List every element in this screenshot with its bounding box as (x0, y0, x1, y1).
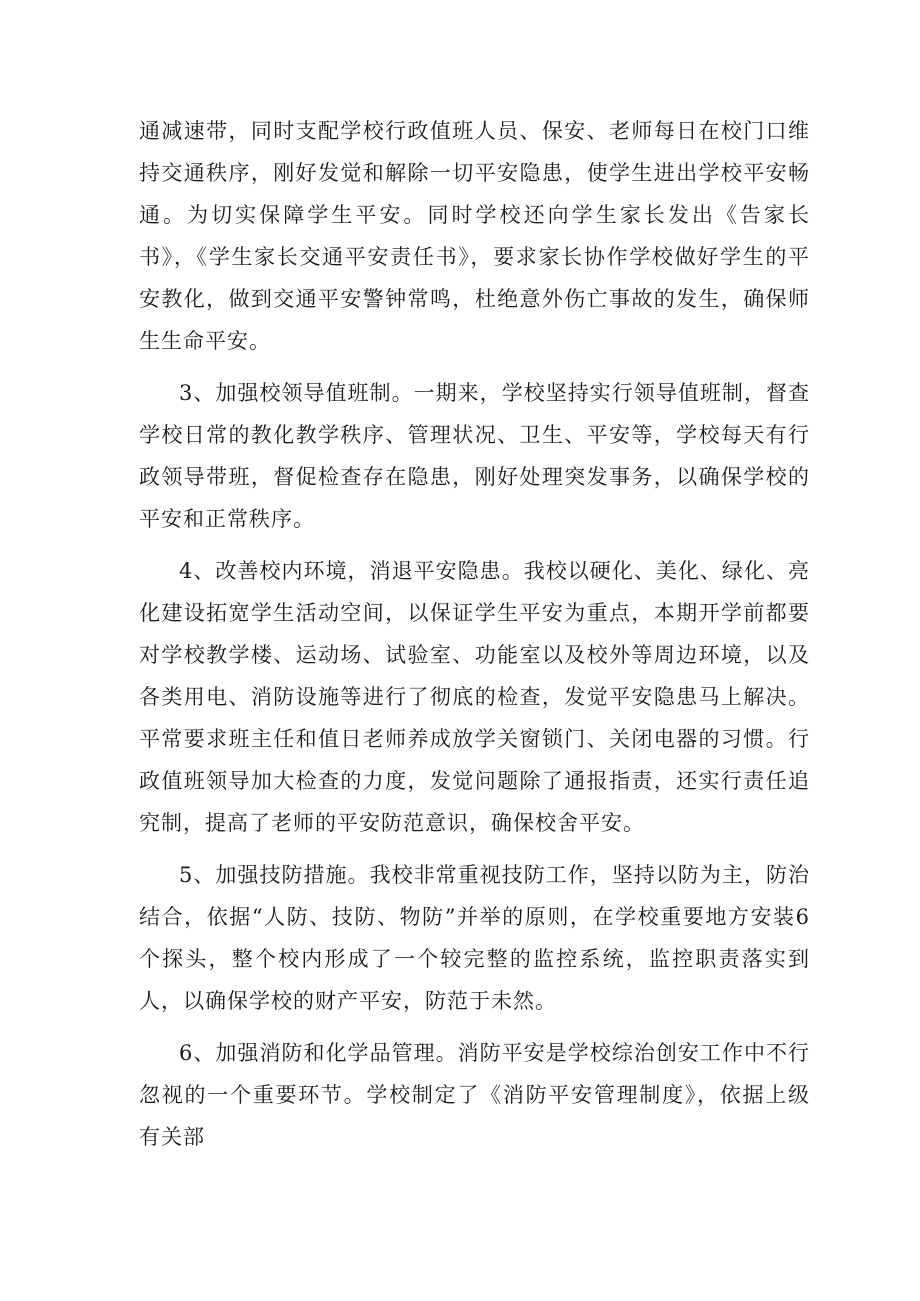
paragraph-campus-environment: 4、改善校内环境，消退平安隐患。我校以硬化、美化、绿化、亮化建设拓宽学生活动空间，以保证学生平安为重点，本期开学前都要对学校教学楼、运动场、试验室、功能室以及校外等周边环境，以及各类用电、消防设施等进行了彻底的检查，发觉平安隐患马上解决。平常要求班主任和值日老师养成放学关窗锁门、关闭电器的习惯。行政值班领导加大检查的力度，发觉问题除了通报指责，还实行责任追究制，提高了老师的平安防范意识，确保校舍平安。 (139, 559, 810, 835)
paragraph-traffic-safety: 通减速带，同时支配学校行政值班人员、保安、老师每日在校门口维持交通秩序，刚好发觉和解除一切平安隐患，使学生进出学校平安畅通。为切实保障学生平安。同时学校还向学生家长发出《告家长书》，《学生家长交通平安责任书》，要求家长协作学校做好学生的平安教化，做到交通平安警钟常鸣，杜绝意外伤亡事故的发生，确保师生生命平安。 (139, 119, 810, 353)
paragraph-technical-defense: 5、加强技防措施。我校非常重视技防工作，坚持以防为主，防治结合，依据“人防、技防、物防”并举的原则，在学校重要地方安装6个探头，整个校内形成了一个较完整的监控系统，监控职责落实到人，以确保学校的财产平安，防范于未然。 (139, 863, 810, 1013)
paragraph-leader-duty: 3、加强校领导值班制。一期来，学校坚持实行领导值班制，督查学校日常的教化教学秩序、管理状况、卫生、平安等，学校每天有行政领导带班，督促检查存在隐患，刚好处理突发事务，以确保学校的平安和正常秩序。 (139, 381, 810, 531)
paragraph-fire-chemical: 6、加强消防和化学品管理。消防平安是学校综治创安工作中不行忽视的一个重要环节。学校制定了《消防平安管理制度》，依据上级有关部 (139, 1041, 810, 1149)
